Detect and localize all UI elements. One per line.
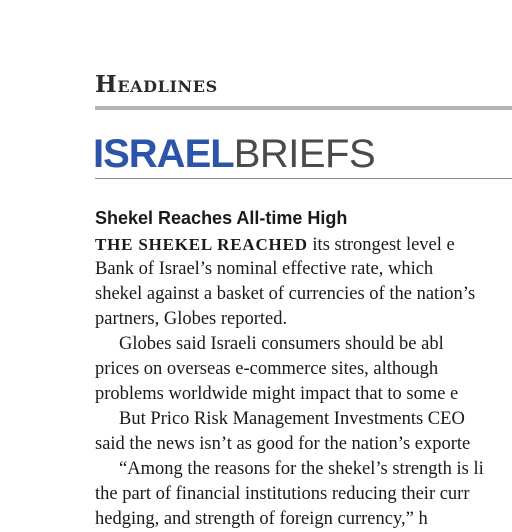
lead-in: THE SHEKEL REACHED (95, 235, 308, 254)
body-line: But Prico Risk Management Investments CEO (119, 409, 465, 429)
section-divider (95, 106, 512, 110)
body-line (95, 232, 455, 258)
body-line: problems worldwide might impact that to some e (95, 384, 459, 404)
body-line: Globes said Israeli consumers should be abl (119, 334, 444, 354)
section-header: Headlines (95, 71, 218, 98)
body-line: “Among the reasons for the shekel’s strength is li (119, 459, 484, 479)
body-line: prices on overseas e-commerce sites, although (95, 359, 439, 379)
column-divider (95, 178, 512, 179)
column-title (93, 131, 375, 177)
body-line-text: its strongest level e (307, 235, 455, 255)
body-line: Bank of Israel’s nominal effective rate, which (95, 259, 434, 279)
body-line: partners, Globes reported. (95, 309, 288, 329)
column-title-part2: BRIEFS (233, 132, 376, 176)
article-title: Shekel Reaches All-time High (95, 208, 348, 228)
body-line: said the news isn’t as good for the nation’s exporte (95, 434, 471, 454)
column-title-part1: ISRAEL (93, 132, 234, 176)
body-line: the part of financial institutions reducing their curr (95, 484, 470, 504)
body-line: hedging, and strength of foreign currency,” h (95, 509, 428, 529)
body-line: shekel against a basket of currencies of the nation’s (95, 284, 476, 304)
